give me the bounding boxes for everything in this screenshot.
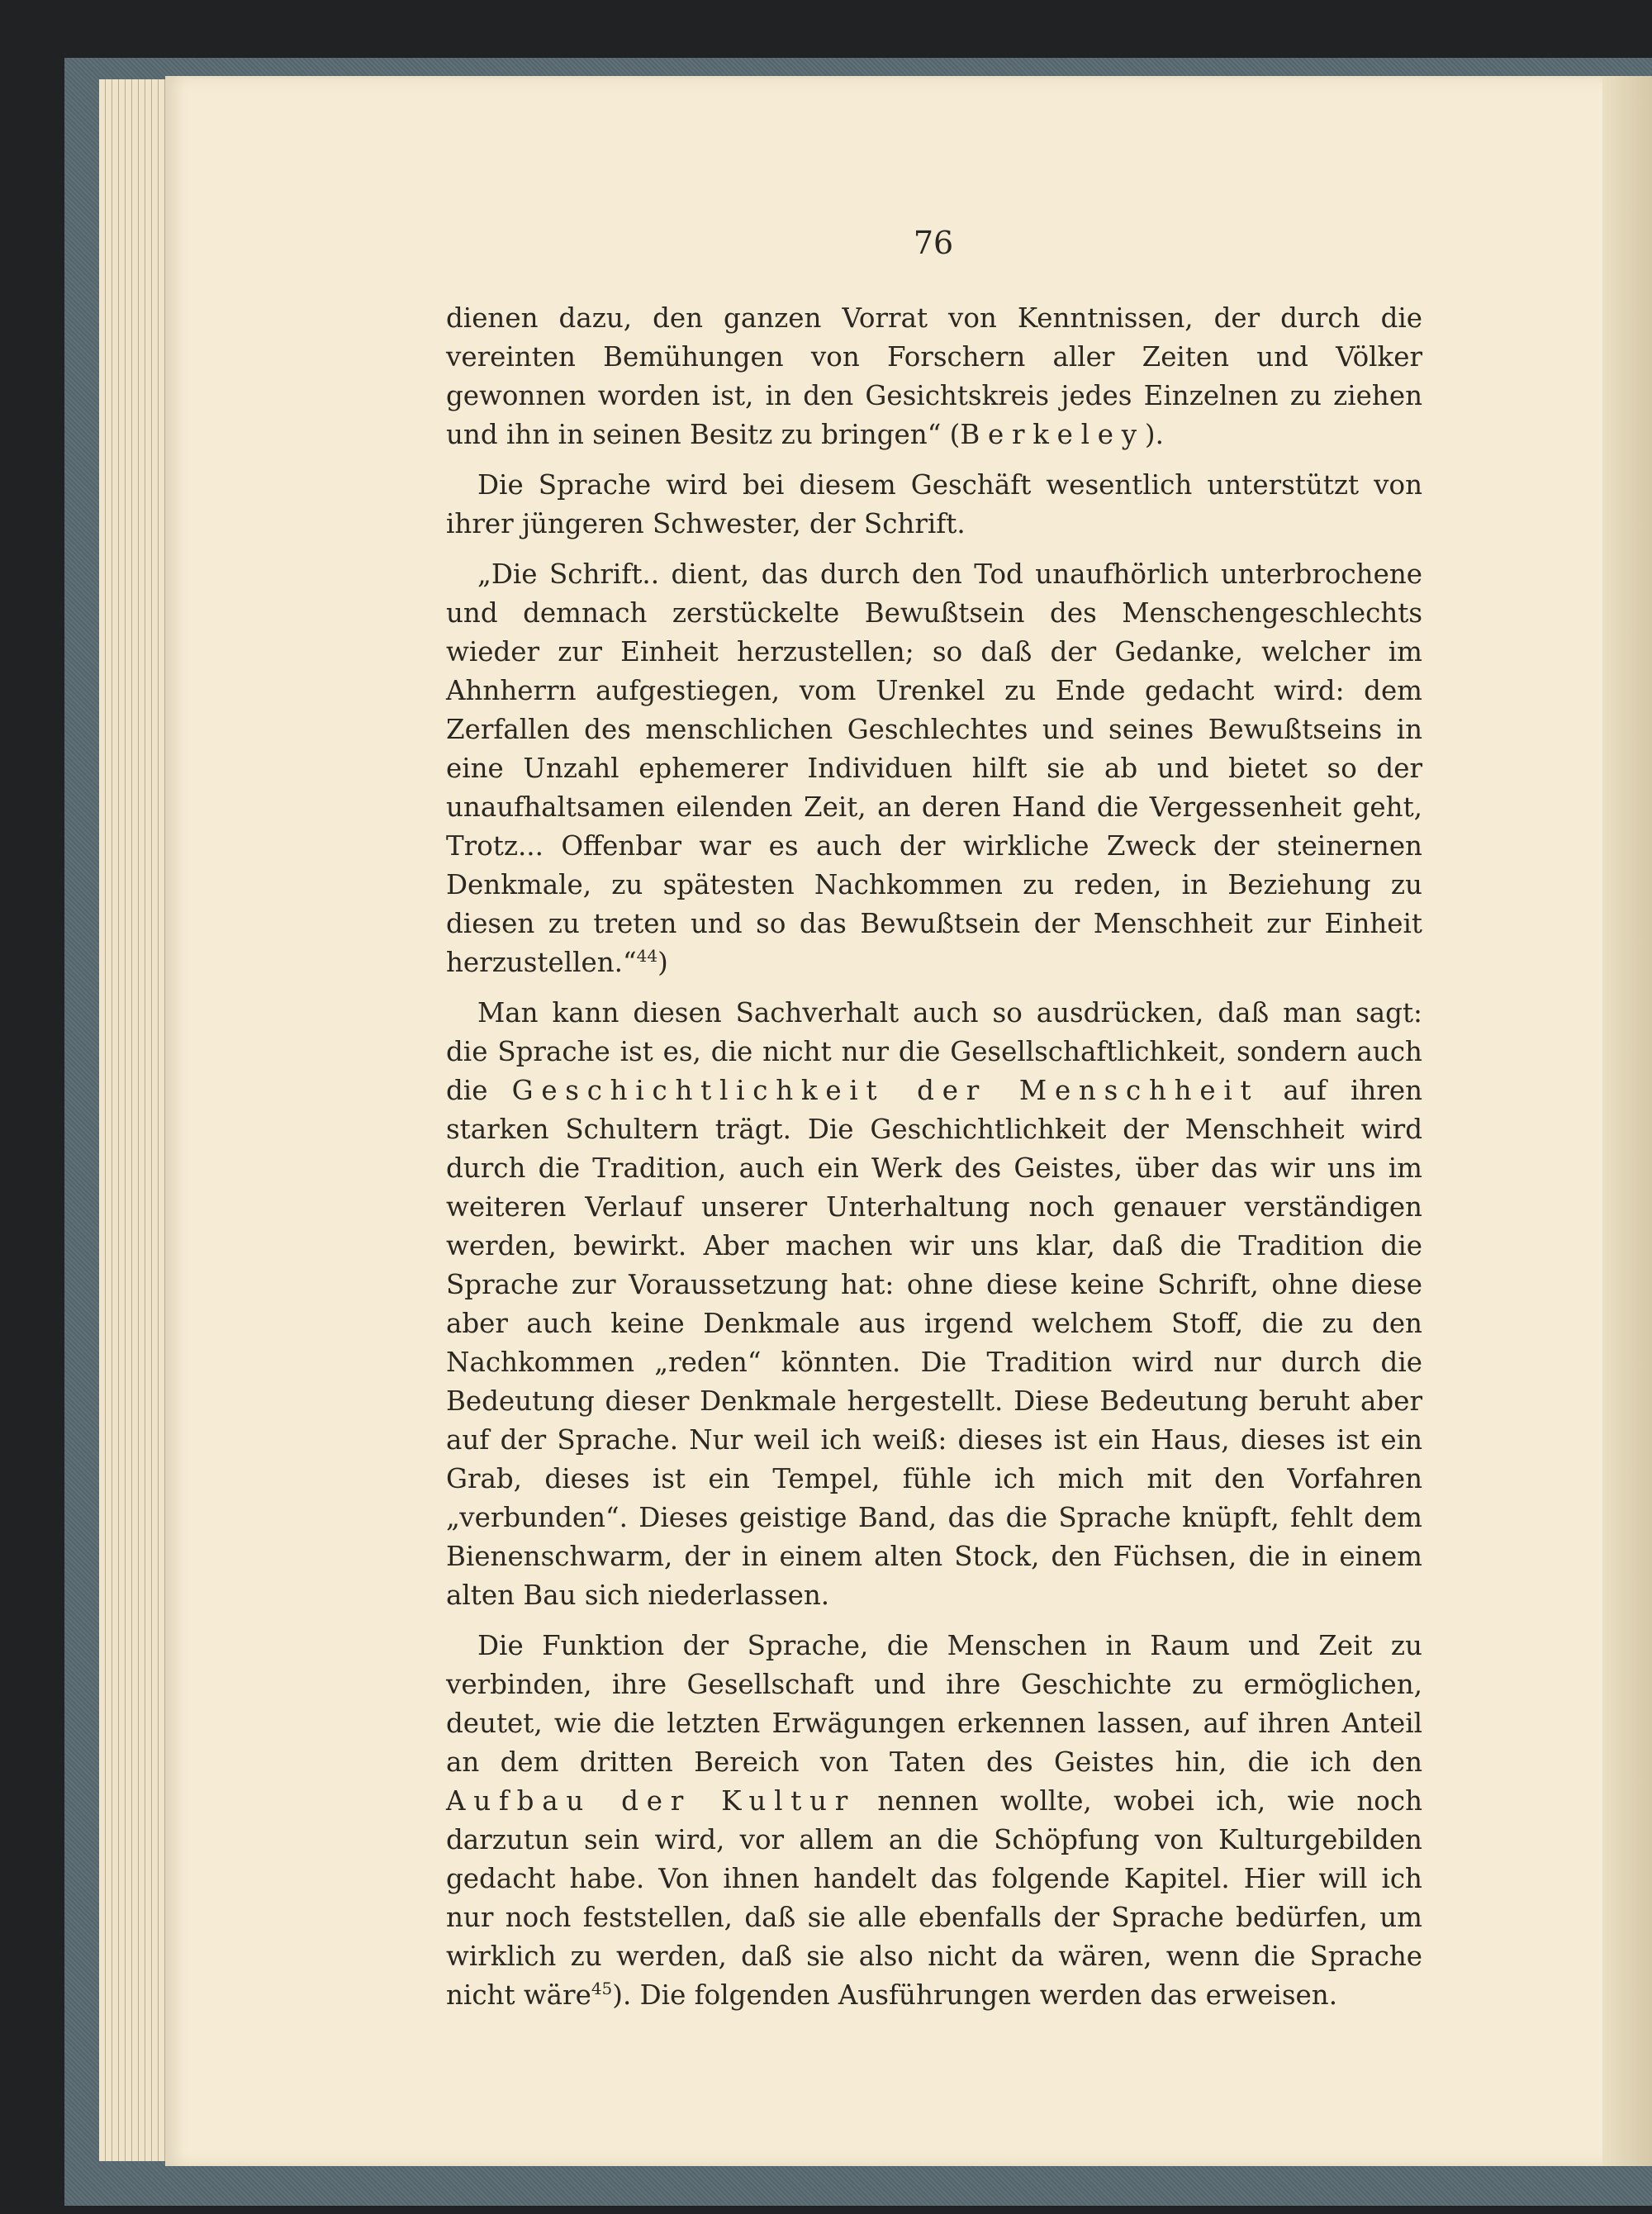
paragraph-3 (446, 555, 1422, 982)
paragraph-5 (446, 1627, 1422, 2015)
page-number: 76 (913, 225, 954, 261)
paragraph-3-end: ) (657, 947, 668, 978)
next-page-gutter (1602, 76, 1652, 2166)
paragraph-4-end: auf ihren starken Schultern trägt. Die Geschichtlichkeit der Menschheit wird durch die Tradition, auch ein Werk des Geistes, über das wir uns im weiteren Verlauf unserer Unterhaltung noch genauer verständigen werden, bewirkt. Aber machen wir uns klar, daß die Tradition die Sprache zur Voraussetzung hat: ohne diese keine Schrift, ohne diese aber auch keine Denkmale aus irgend welchem Stoff, die zu den Nachkommen „reden“ könnten. Die Tradition wird nur durch die Bedeutung dieser Denkmale hergestellt. Diese Bedeutung beruht aber auf der Sprache. Nur weil ich weiß: dieses ist ein Haus, dieses ist ein Grab, dieses ist ein Tempel, fühle ich mich mit den Vorfahren „verbunden“. Dieses geistige Band, das die Sprache knüpft, fehlt dem Bienenschwarm, der in einem alten Stock, den Füchsen, die in einem alten Bau sich niederlassen. (446, 1075, 1422, 1611)
footnote-marker-44: 44 (636, 946, 658, 967)
body-text (446, 299, 1422, 2026)
paragraph-3-text: „Die Schrift.. dient, das durch den Tod unaufhörlich unterbrochene und demnach zerstückelte Bewußtsein des Menschengeschlechts wieder zur Einheit herzustellen; so daß der Gedanke, welcher im Ahnherrn aufgestiegen, vom Urenkel zu Ende gedacht wird: dem Zerfallen des menschlichen Geschlechtes und seines Bewußtseins in eine Unzahl ephemerer Individuen hilft sie ab und bietet so der unaufhaltsamen eilenden Zeit, an deren Hand die Vergessenheit geht, Trotz... Offenbar war es auch der wirkliche Zweck der steinernen Denkmale, zu spätesten Nachkommen zu reden, in Beziehung zu diesen zu treten und so das Bewußtsein der Menschheit zur Einheit herzustellen.“ (446, 558, 1422, 978)
paragraph-1-end: ). (1144, 419, 1164, 450)
paragraph-2-text: Die Sprache wird bei diesem Geschäft wesentlich unterstützt von ihrer jüngeren Schwester, der Schrift. (446, 469, 1422, 539)
paragraph-4 (446, 994, 1422, 1615)
paragraph-4-text: Man kann diesen Sachverhalt auch so ausdrücken, daß man sagt: die Sprache ist es, die nicht nur die Gesellschaftlichkeit, sondern auch die (446, 997, 1422, 1106)
paragraph-5-end: ). Die folgenden Ausführungen werden das erweisen. (612, 1979, 1338, 2011)
author-name-spaced: Berkeley (960, 419, 1145, 450)
paragraph-5-middle: nennen wollte, wobei ich, wie noch darzutun sein wird, vor allem an die Schöpfung von Kulturgebilden gedacht habe. Von ihnen handelt das folgende Kapitel. Hier will ich nur noch feststellen, daß sie alle ebenfalls der Sprache bedürfen, um wirklich zu werden, daß sie also nicht da wären, wenn die Sprache nicht wäre (446, 1785, 1422, 2011)
emphasis-spaced: Geschichtlichkeit der Menschheit (511, 1075, 1260, 1106)
paragraph-1-text: dienen dazu, den ganzen Vorrat von Kenntnissen, der durch die vereinten Bemühungen von Forschern aller Zeiten und Völker gewonnen worden ist, in den Gesichtskreis jedes Einzelnen zu ziehen und ihn in seinen Besitz zu bringen“ ( (446, 302, 1422, 450)
paragraph-1 (446, 299, 1422, 454)
paragraph-5-text: Die Funktion der Sprache, die Menschen in Raum und Zeit zu verbinden, ihre Gesellschaft und ihre Geschichte zu ermöglichen, deutet, wie die letzten Erwägungen erkennen lassen, auf ihren Anteil an dem dritten Bereich von Taten des Geistes hin, die ich den (446, 1630, 1422, 1778)
paragraph-2 (446, 466, 1422, 544)
emphasis-spaced: Aufbau der Kultur (446, 1785, 857, 1817)
footnote-marker-45: 45 (591, 1979, 613, 1999)
